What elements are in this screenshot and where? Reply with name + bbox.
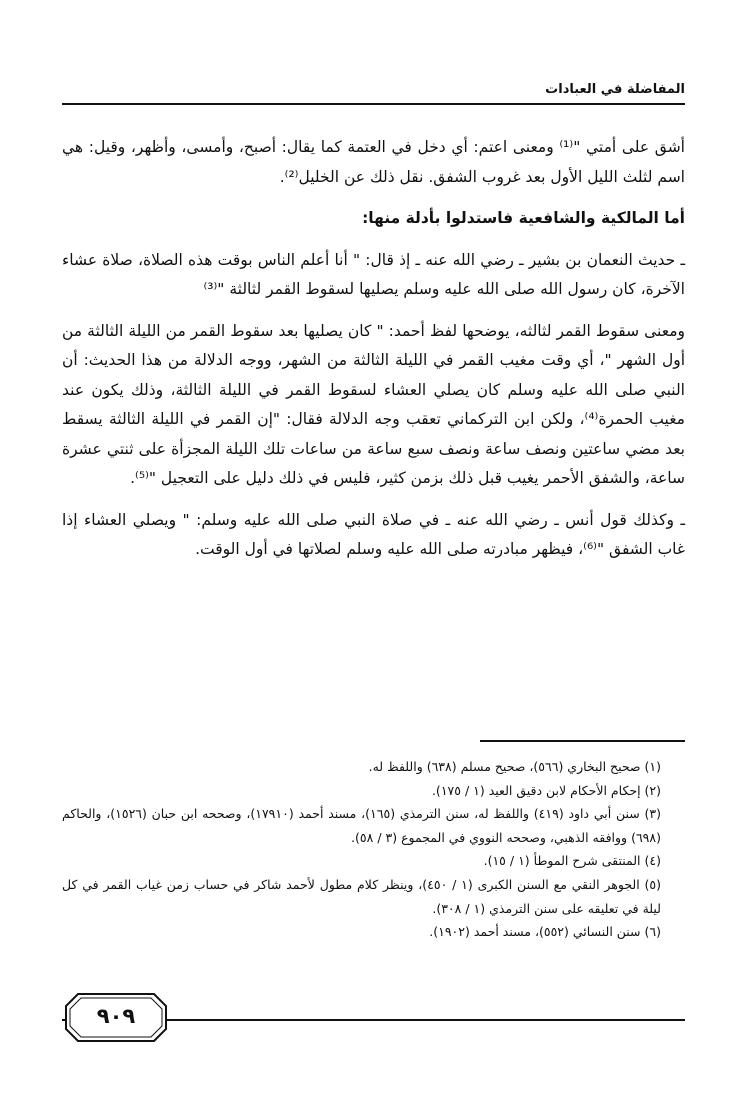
page-number-badge: [62, 990, 170, 1045]
running-header: المفاضلة في العبادات: [545, 82, 685, 97]
paragraph: ـ حديث النعمان بن بشير ـ رضي الله عنه ـ إذ قال: " أنا أعلم الناس بوقت هذه الصلاة، صلاة عشاء الآخرة، كان رسول الله صلى الله عليه وسلم يصليها لسقوط القمر لثالثة "⁽³⁾: [62, 250, 685, 298]
section-heading: أما المالكية والشافعية فاستدلوا بأدلة منها:: [362, 209, 685, 227]
footnotes: [62, 755, 685, 944]
footnote: (٥) الجوهر النقي مع السنن الكبرى (١ / ٤٥٠)، وينظر كلام مطول لأحمد شاكر في حساب زمن غياب القمر في كل ليلة في تعليقه على سنن الترمذي (١ / ٣٠٨).: [62, 876, 661, 916]
paragraph: ـ وكذلك قول أنس ـ رضي الله عنه ـ في صلاة النبي صلى الله عليه وسلم: " ويصلي العشاء إذا غاب الشفق "⁽⁶⁾، فيظهر مبادرته صلى الله عليه وسلم لصلاتها في أول الوقت.: [62, 510, 685, 558]
paragraph: ومعنى سقوط القمر لثالثه، يوضحها لفظ أحمد: " كان يصليها بعد سقوط القمر من الليلة الثالثة من أول الشهر "، أي وقت مغيب القمر في الليلة الثالثة من الشهر، ووجه الدلالة من هذا الحديث: أن النبي صلى الله عليه وسلم كان يصلي العشاء لسقوط القمر في الليلة الثالثة، وذلك يكون عند مغيب الحمرة⁽⁴⁾، ولكن ابن التركماني تعقب وجه الدلالة فقال: "إن القمر في الليلة الثالثة يسقط بعد مضي ساعتين ونصف ساعة ونصف سبع ساعة من ساعات تلك الليلة المجزأة على ثنتي عشرة ساعة، والشفق الأحمر يغيب قبل ذلك بزمن كثير، فليس في ذلك دليل على التعجيل "⁽⁵⁾.: [62, 321, 685, 487]
footnote: (١) صحيح البخاري (٥٦٦)، صحيح مسلم (٦٣٨) واللفظ له.: [368, 759, 661, 774]
page-number: ٩٠٩: [96, 1004, 136, 1028]
footnote: (٣) سنن أبي داود (٤١٩) واللفظ له، سنن الترمذي (١٦٥)، مسند أحمد (١٧٩١٠)، وصححه ابن حبان (١٥٢٦)، والحاكم (٦٩٨) ووافقه الذهبي، وصححه النووي في المجموع (٣ / ٥٨).: [62, 806, 661, 845]
main-text: [62, 133, 685, 565]
footnote-divider: [480, 740, 685, 742]
footnote: (٤) المنتقى شرح الموطأ (١ / ١٥).: [483, 853, 661, 869]
paragraph: أشق على أمتي "⁽¹⁾ ومعنى اعتم: أي دخل في العتمة كما يقال: أصبح، وأمسى، وأظهر، وقيل: هي اسم لثلث الليل الأول بعد غروب الشفق. نقل ذلك عن الخليل⁽²⁾.: [62, 138, 685, 186]
header-divider: [62, 103, 685, 105]
footnote: (٦) سنن النسائي (٥٥٢)، مسند أحمد (١٩٠٢).: [429, 924, 661, 940]
footnote: (٢) إحكام الأحكام لابن دقيق العيد (١ / ١٧٥).: [431, 782, 661, 798]
